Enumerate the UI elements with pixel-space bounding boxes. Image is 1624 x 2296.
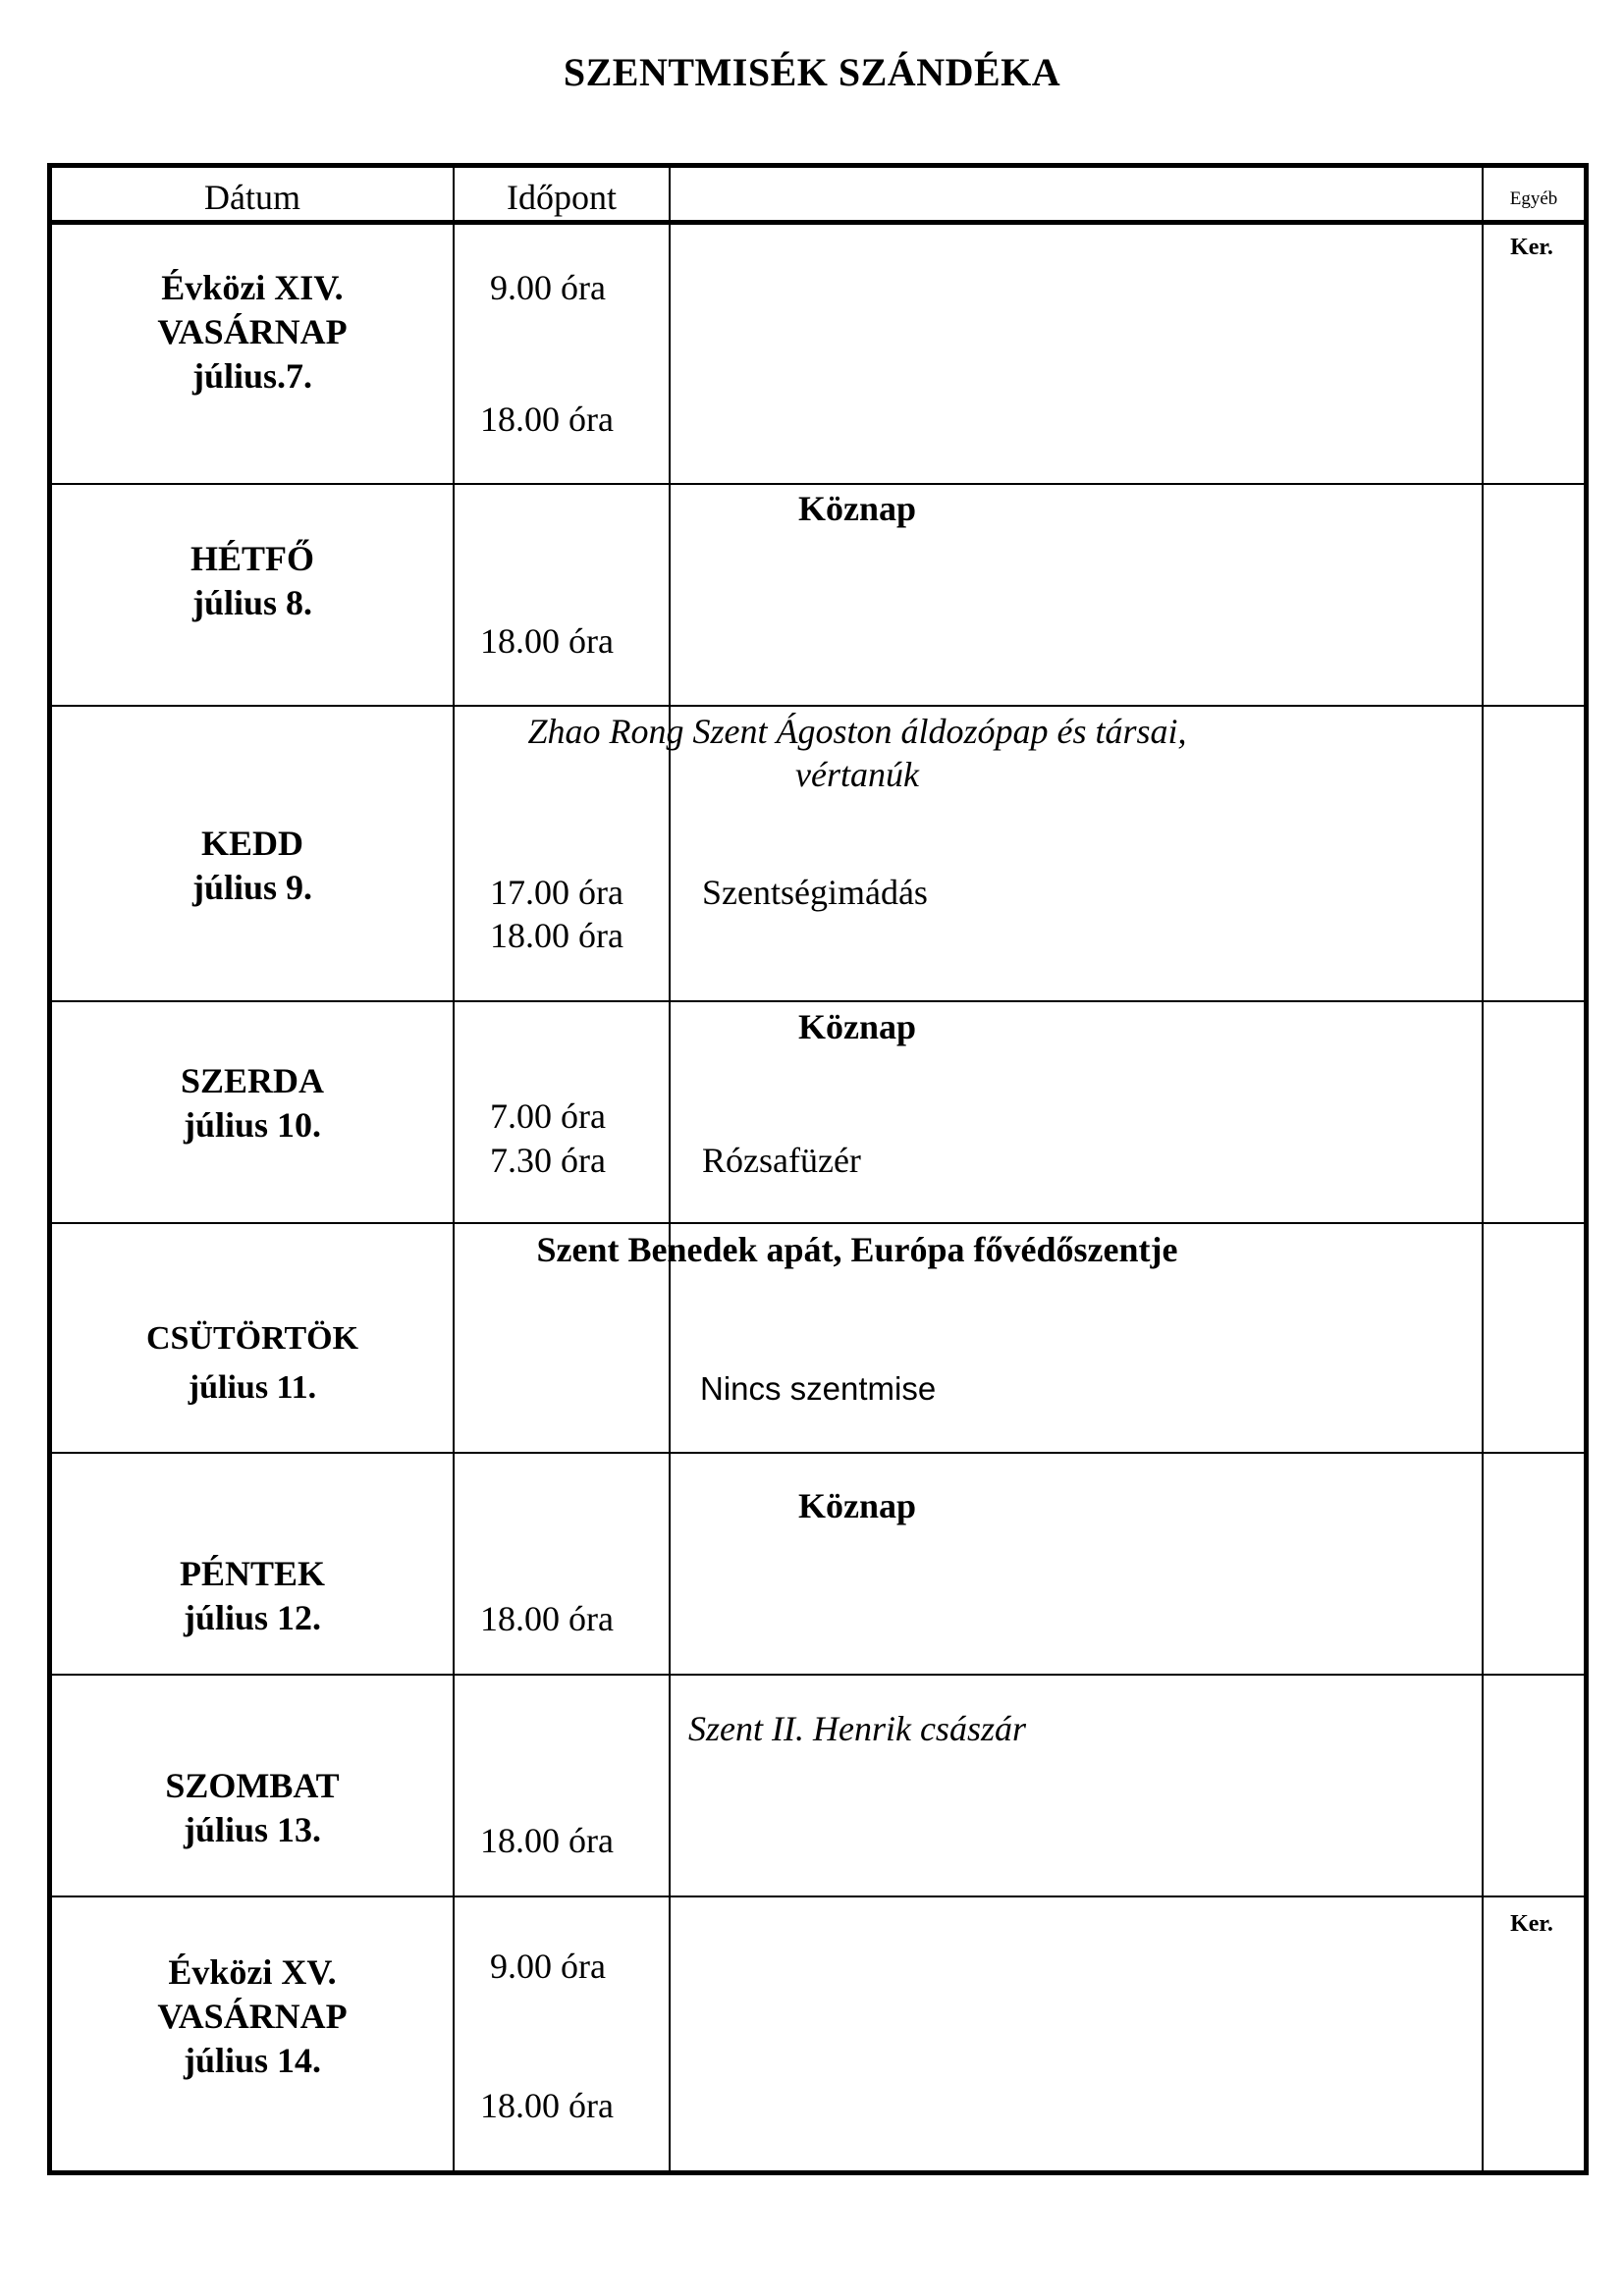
feast-name: Köznap [797, 1007, 917, 1046]
feast-name [455, 710, 1260, 796]
row-divider [52, 705, 1584, 707]
feast-name: Szent Benedek apát, Európa fővédőszentje [536, 1230, 1178, 1269]
feast-line: Zhao Rong Szent Ágoston áldozópap és társai, [527, 712, 1187, 751]
mass-time: 7.00 óra [490, 1096, 606, 1136]
column-divider [1482, 168, 1484, 2170]
day-line: július 10. [183, 1105, 322, 1145]
day-line: július.7. [191, 356, 313, 396]
feast-name: Köznap [797, 489, 917, 528]
day-label [52, 1950, 453, 2083]
mass-time: 9.00 óra [490, 268, 606, 307]
day-line: július 14. [183, 2041, 322, 2080]
day-label [52, 1764, 453, 1852]
day-label [52, 1552, 453, 1640]
mass-intentions-table [47, 163, 1589, 2175]
day-label [52, 822, 453, 910]
mass-time: 7.30 óra [490, 1141, 606, 1180]
day-label [52, 1314, 453, 1413]
day-line: július 9. [191, 868, 313, 907]
day-line: HÉTFŐ [189, 539, 315, 578]
day-line: VASÁRNAP [157, 312, 348, 351]
day-label [52, 1059, 453, 1148]
mass-time: 18.00 óra [480, 2086, 614, 2125]
feast-line: vértanúk [795, 755, 919, 794]
day-line: július 8. [191, 583, 313, 622]
day-line: július 12. [183, 1598, 322, 1637]
mass-time: 18.00 óra [480, 1599, 614, 1638]
row-divider [52, 1674, 1584, 1676]
day-line: SZOMBAT [165, 1766, 340, 1805]
event-note: Nincs szentmise [700, 1370, 937, 1407]
day-label [52, 266, 453, 399]
header-other: Egyéb [1509, 188, 1558, 209]
event-note: Szentségimádás [702, 873, 928, 912]
day-line: PÉNTEK [179, 1554, 326, 1593]
day-line: SZERDA [180, 1061, 325, 1100]
row-divider [52, 483, 1584, 485]
mass-time: 17.00 óra [490, 873, 623, 912]
page-title: SZENTMISÉK SZÁNDÉKA [563, 50, 1061, 94]
day-line: július 13. [183, 1810, 322, 1849]
event-note: Rózsafüzér [702, 1141, 861, 1180]
feast-name: Szent II. Henrik császár [688, 1709, 1026, 1748]
mass-time: 18.00 óra [480, 621, 614, 661]
other-note: Ker. [1510, 1911, 1553, 1937]
feast-name: Köznap [797, 1486, 917, 1525]
day-line: Évközi XIV. [161, 268, 344, 307]
mass-time: 18.00 óra [490, 916, 623, 955]
day-line: július 11. [188, 1369, 317, 1406]
column-divider [669, 168, 671, 2170]
mass-time: 9.00 óra [490, 1947, 606, 1986]
day-label [52, 537, 453, 625]
row-divider [52, 1896, 1584, 1897]
day-line: CSÜTÖRTÖK [145, 1320, 359, 1357]
other-note: Ker. [1510, 235, 1553, 260]
day-line: KEDD [200, 824, 303, 863]
day-line: Évközi XV. [168, 1952, 337, 1992]
table-header-row [52, 168, 1584, 225]
mass-time: 18.00 óra [480, 400, 614, 439]
column-divider [453, 168, 455, 2170]
row-divider [52, 1452, 1584, 1454]
row-divider [52, 1000, 1584, 1002]
day-line: VASÁRNAP [157, 1997, 348, 2036]
row-divider [52, 1222, 1584, 1224]
header-time: Időpont [507, 178, 617, 217]
header-date: Dátum [204, 178, 300, 217]
mass-time: 18.00 óra [480, 1821, 614, 1860]
